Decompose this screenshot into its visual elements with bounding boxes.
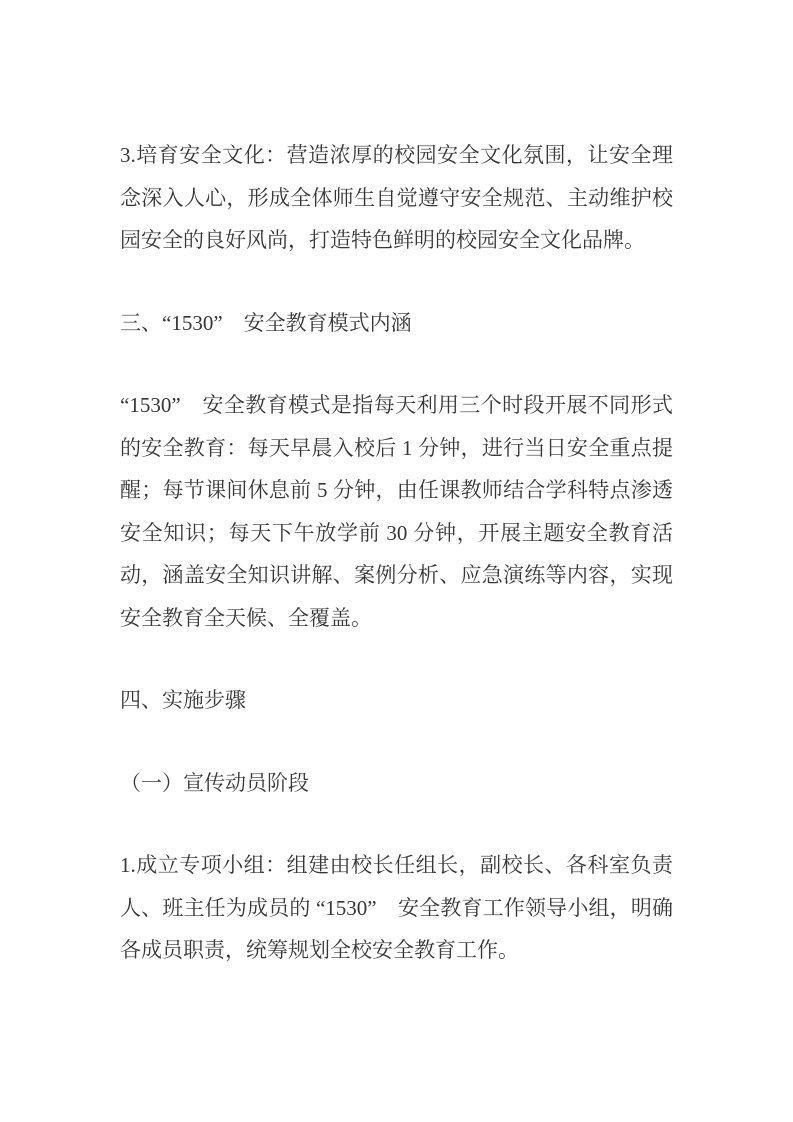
document-content	[120, 134, 673, 972]
paragraph-1530-model-description: “1530” 安全教育模式是指每天利用三个时段开展不同形式的安全教育：每天早晨入校后 1 分钟，进行当日安全重点提醒；每节课间休息前 5 分钟，由任课教师结合学科特点渗透安全知识；每天下午放学前 30 分钟，开展主题安全教育活动，涵盖安全知识讲解、案例分析、应急演练等内容，实现安全教育全天候、全覆盖。	[120, 393, 673, 630]
heading-section-three-1530-model-meaning: 三、“1530” 安全教育模式内涵	[120, 310, 412, 335]
heading-subsection-one-publicity-mobilization-stage: （一）宣传动员阶段	[120, 770, 309, 795]
heading-section-four-implementation-steps: 四、实施步骤	[120, 688, 246, 712]
paragraph-cultivate-safety-culture: 3.培育安全文化：营造浓厚的校园安全文化氛围，让安全理念深入人心，形成全体师生自觉遵守安全规范、主动维护校园安全的良好风尚，打造特色鲜明的校园安全文化品牌。	[120, 143, 673, 252]
paragraph-establish-special-group: 1.成立专项小组：组建由校长任组长，副校长、各科室负责人、班主任为成员的 “1530” 安全教育工作领导小组，明确各成员职责，统筹规划全校安全教育工作。	[120, 853, 673, 962]
